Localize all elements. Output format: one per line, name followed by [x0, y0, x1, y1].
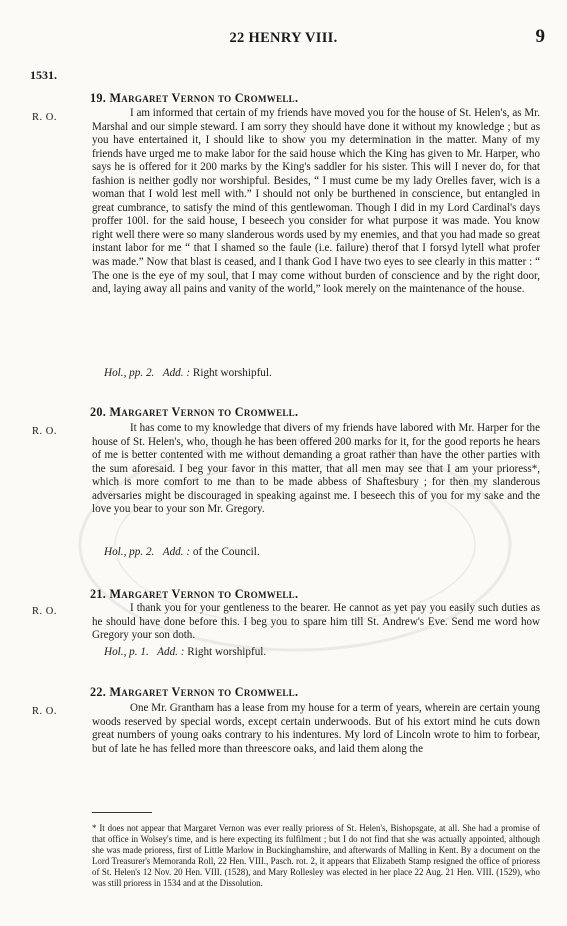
entry-body: [92, 422, 540, 546]
holograph-note: Hol., pp. 2.: [104, 546, 155, 558]
entry-meta: [104, 646, 266, 658]
entry-heading: [90, 587, 298, 602]
source-mark: R. O.: [32, 426, 57, 437]
holograph-note: Hol., p. 1.: [104, 646, 149, 658]
entry-text: It has come to my knowledge that divers of my friends have labored with Mr. Harper for the house of St. Helen's, who, though he has been offered 200 marks for it, for the good reports he hears of me is better contented with me without demanding a groat rather than have the other parties with the sum aforesaid. I beg your favor in this matter, that all men may see that I am your prioress*, which is more comfort to me than to be made abbess of Shaftesbury ; for then my slanderous adversaries might be discouraged in speaking against me. I beseech this of you for my sake and the love you bear to your son Mr. Gregory.: [92, 422, 540, 516]
entry-number: 22.: [90, 685, 107, 699]
address-text: Right worshipful.: [187, 646, 267, 658]
running-header-title: 22 HENRY VIII.: [229, 30, 338, 46]
entry-heading: [90, 405, 298, 420]
address-label: Add. :: [157, 646, 185, 658]
address-text: Right worshipful.: [192, 367, 272, 379]
entry-body: [92, 702, 540, 774]
entry-heading: [90, 91, 298, 106]
entry-text: I thank you for your gentleness to the bearer. He cannot as yet pay you easily such duties as he should have done before this. I beg you to spare him till St. Andrew's Eve. Send me word how Gregory your son doth.: [92, 602, 540, 642]
entry-title: Margaret Vernon to Cromwell.: [109, 405, 299, 419]
source-mark: R. O.: [32, 606, 57, 617]
entry-number: 19.: [90, 91, 107, 105]
entry-title: Margaret Vernon to Cromwell.: [109, 91, 299, 105]
entry-text: I am informed that certain of my friends have moved you for the house of St. Helen's, as Mr. Marshal and our simple steward. I am sorry they should have done it without my knowledge ; but as you have entertained it, I should like to show you my determination in the matter. Many of my friends have urged me to make labor for the said house which the King has given to Mr. Harper, who says he is offered for it 200 marks by the King's saddler for his sister. This will I never do, for that fashion is neither godly nor worshipful. Besides, “ I must cume be my lady Orelles faver, wich is a woman that I wold lest mell with.” I should not only be burthened in conscience, but entangled in great cumbrance, to satisfy the mind of this gentlewoman. Though I did in my Lord Cardinal's days proffer 100l. for the said house, I beseech you consider for what purpose it was made. You know right well there were so many slanderous words used by my enemies, and that you had made so great instant labor for me “ that I shamed so the faule (i.e. failure) therof that I forsyd lytell what profer was made.” Now that blast is ceased, and I thank God I have two eyes to see clearly in this matter : “ The one is the eye of my soul, that I may come without burden of conscience and by the right door, and, laying away all pains and vanity of the world,” look merely on the maintenance of the house.: [92, 107, 540, 296]
entry-number: 20.: [90, 405, 107, 419]
entry-body: [92, 602, 540, 644]
entry-title: Margaret Vernon to Cromwell.: [109, 685, 299, 699]
entry-body: [92, 107, 540, 362]
source-mark: R. O.: [32, 112, 57, 123]
address-label: Add. :: [162, 546, 191, 558]
entry-title: Margaret Vernon to Cromwell.: [109, 587, 299, 601]
entry-number: 21.: [90, 587, 107, 601]
address-label: Add. :: [162, 367, 191, 379]
holograph-note: Hol., pp. 2.: [104, 367, 155, 379]
page-number: 9: [535, 26, 545, 47]
address-text: of the Council.: [192, 546, 260, 558]
year-marginal-note: 1531.: [30, 68, 57, 82]
footnote: * It does not appear that Margaret Vernon was ever really prioress of St. Helen's, Bishopsgate, at all. She had a promise of that office in Wolsey's time, and is here expecting its fulfilment ; but I do not find that she was actually appointed, although she was made prioress, first of Little Marlow in Buckinghamshire, and afterwards of Malling in Kent. By a document on the Lord Treasurer's Memoranda Roll, 22 Hen. VIII., Pasch. rot. 2, it appears that Elizabeth Stamp resigned the office of prioress of St. Helen's 12 Nov. 20 Hen. VIII. (1528), and Mary Rollesley was elected in her place 22 Aug. 21 Hen. VIII. (1529), who was still prioress in 1534 and at the Dissolution.: [92, 823, 540, 888]
source-mark: R. O.: [32, 706, 57, 717]
entry-meta: [104, 367, 272, 379]
footnote-rule: [92, 812, 152, 813]
entry-text: One Mr. Grantham has a lease from my house for a term of years, wherein are certain young woods reserved by special words, except certain underwoods. But of his extort mind he cuts down great numbers of young oaks contrary to his indentures. My lord of Lincoln wrote to him to forbear, but of late he has felled more than threescore oaks, and laid them along the: [92, 702, 540, 755]
entry-meta: [104, 546, 260, 558]
entry-heading: [90, 685, 298, 700]
